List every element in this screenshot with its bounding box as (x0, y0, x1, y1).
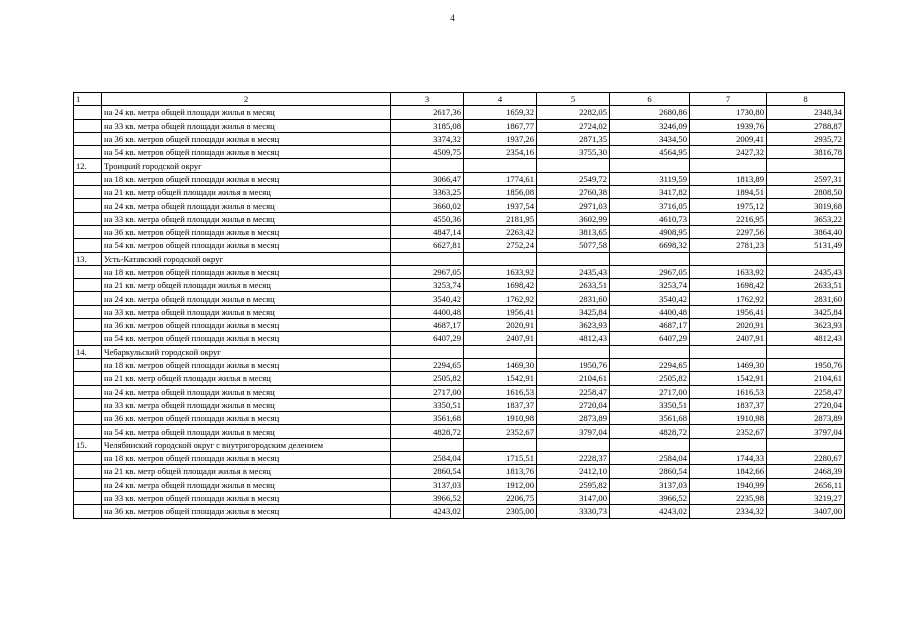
value-cell-col-5: 3755,30 (537, 146, 610, 159)
row-number-cell (74, 385, 102, 398)
value-cell-col-6: 4610,73 (610, 212, 690, 225)
row-label: на 54 кв. метров общей площади жилья в месяц (102, 239, 391, 252)
value-cell-col-5: 2633,51 (537, 279, 610, 292)
value-cell-col-7: 1813,89 (690, 172, 767, 185)
value-cell-col-5: 2871,35 (537, 132, 610, 145)
empty-cell (610, 438, 690, 451)
row-label: на 18 кв. метров общей площади жилья в месяц (102, 358, 391, 371)
value-cell-col-7: 2427,32 (690, 146, 767, 159)
value-cell-col-8: 3425,84 (767, 305, 845, 318)
value-cell-col-6: 3561,68 (610, 412, 690, 425)
value-cell-col-6: 2717,00 (610, 385, 690, 398)
table-row (74, 146, 845, 159)
value-cell-col-5: 2971,03 (537, 199, 610, 212)
value-cell-col-5: 1950,76 (537, 358, 610, 371)
table-row (74, 372, 845, 385)
table-row (74, 319, 845, 332)
value-cell-col-6: 6407,29 (610, 332, 690, 345)
value-cell-col-3: 2294,65 (391, 358, 464, 371)
table-row (74, 172, 845, 185)
value-cell-col-3: 6627,81 (391, 239, 464, 252)
value-cell-col-5: 3797,04 (537, 425, 610, 438)
empty-cell (464, 159, 537, 172)
row-label: на 18 кв. метров общей площади жилья в месяц (102, 452, 391, 465)
value-cell-col-6: 4908,95 (610, 225, 690, 238)
row-label: на 18 кв. метров общей площади жилья в месяц (102, 265, 391, 278)
value-cell-col-3: 4687,17 (391, 319, 464, 332)
value-cell-col-4: 1867,77 (464, 119, 537, 132)
value-cell-col-8: 3219,27 (767, 491, 845, 504)
value-cell-col-3: 3540,42 (391, 292, 464, 305)
value-cell-col-7: 1762,92 (690, 292, 767, 305)
row-label: на 36 кв. метров общей площади жилья в месяц (102, 225, 391, 238)
value-cell-col-4: 2407,91 (464, 332, 537, 345)
value-cell-col-4: 1542,91 (464, 372, 537, 385)
table-row (74, 465, 845, 478)
value-cell-col-7: 2407,91 (690, 332, 767, 345)
value-cell-col-6: 2584,04 (610, 452, 690, 465)
section-title: Челябинский городской округ с внутригородским делением (102, 438, 391, 451)
row-label: на 54 кв. метров общей площади жилья в месяц (102, 146, 391, 159)
value-cell-col-6: 4828,72 (610, 425, 690, 438)
value-cell-col-5: 4812,43 (537, 332, 610, 345)
value-cell-col-4: 2020,91 (464, 319, 537, 332)
table-row (74, 305, 845, 318)
value-cell-col-7: 1842,66 (690, 465, 767, 478)
empty-cell (767, 345, 845, 358)
value-cell-col-4: 2181,95 (464, 212, 537, 225)
row-number-cell (74, 412, 102, 425)
table-row (74, 358, 845, 371)
value-cell-col-7: 1616,53 (690, 385, 767, 398)
value-cell-col-6: 3350,51 (610, 398, 690, 411)
value-cell-col-4: 1937,54 (464, 199, 537, 212)
table-row (74, 385, 845, 398)
row-number-cell (74, 505, 102, 518)
row-number-cell (74, 305, 102, 318)
value-cell-col-3: 3660,02 (391, 199, 464, 212)
value-cell-col-5: 2412,10 (537, 465, 610, 478)
value-cell-col-6: 2967,05 (610, 265, 690, 278)
value-cell-col-7: 1730,80 (690, 106, 767, 119)
value-cell-col-8: 3797,04 (767, 425, 845, 438)
empty-cell (464, 345, 537, 358)
value-cell-col-8: 2435,43 (767, 265, 845, 278)
empty-cell (767, 159, 845, 172)
value-cell-col-4: 2752,24 (464, 239, 537, 252)
value-cell-col-5: 2104,61 (537, 372, 610, 385)
value-cell-col-6: 3417,82 (610, 186, 690, 199)
row-number-cell (74, 491, 102, 504)
value-cell-col-7: 1910,98 (690, 412, 767, 425)
row-label: на 36 кв. метров общей площади жилья в месяц (102, 505, 391, 518)
table-row (74, 332, 845, 345)
row-label: на 24 кв. метра общей площади жилья в месяц (102, 478, 391, 491)
value-cell-col-8: 2633,51 (767, 279, 845, 292)
table-row (74, 265, 845, 278)
row-number-cell (74, 425, 102, 438)
value-cell-col-8: 2808,50 (767, 186, 845, 199)
empty-cell (610, 159, 690, 172)
row-label: на 21 кв. метр общей площади жилья в месяц (102, 279, 391, 292)
value-cell-col-8: 2104,61 (767, 372, 845, 385)
section-title: Чебаркульский городской округ (102, 345, 391, 358)
value-cell-col-6: 4564,95 (610, 146, 690, 159)
value-cell-col-5: 5077,58 (537, 239, 610, 252)
value-cell-col-6: 4687,17 (610, 319, 690, 332)
value-cell-col-4: 1813,76 (464, 465, 537, 478)
row-number-cell (74, 132, 102, 145)
row-number-cell (74, 199, 102, 212)
value-cell-col-7: 1744,33 (690, 452, 767, 465)
empty-cell (610, 345, 690, 358)
empty-cell (537, 159, 610, 172)
column-header-7: 7 (690, 93, 767, 106)
row-number-cell (74, 265, 102, 278)
value-cell-col-5: 2228,37 (537, 452, 610, 465)
section-number: 15. (74, 438, 102, 451)
value-cell-col-5: 2831,60 (537, 292, 610, 305)
value-cell-col-7: 1837,37 (690, 398, 767, 411)
empty-cell (690, 345, 767, 358)
value-cell-col-6: 2294,65 (610, 358, 690, 371)
value-cell-col-6: 6698,32 (610, 239, 690, 252)
row-number-cell (74, 106, 102, 119)
row-label: на 24 кв. метра общей площади жилья в месяц (102, 292, 391, 305)
value-cell-col-8: 3653,22 (767, 212, 845, 225)
value-cell-col-7: 1940,99 (690, 478, 767, 491)
value-cell-col-5: 2724,02 (537, 119, 610, 132)
value-cell-col-4: 1937,26 (464, 132, 537, 145)
row-number-cell (74, 119, 102, 132)
value-cell-col-8: 2468,39 (767, 465, 845, 478)
value-cell-col-3: 3066,47 (391, 172, 464, 185)
value-cell-col-3: 2505,82 (391, 372, 464, 385)
value-cell-col-8: 3816,78 (767, 146, 845, 159)
column-header-2: 2 (102, 93, 391, 106)
value-cell-col-7: 1894,51 (690, 186, 767, 199)
table-row (74, 279, 845, 292)
empty-cell (464, 438, 537, 451)
value-cell-col-7: 1633,92 (690, 265, 767, 278)
table-row (74, 491, 845, 504)
row-label: на 36 кв. метров общей площади жилья в месяц (102, 132, 391, 145)
value-cell-col-7: 2781,23 (690, 239, 767, 252)
value-cell-col-5: 3147,00 (537, 491, 610, 504)
value-cell-col-7: 2216,95 (690, 212, 767, 225)
value-cell-col-8: 3019,68 (767, 199, 845, 212)
value-cell-col-5: 2258,47 (537, 385, 610, 398)
value-cell-col-5: 3813,65 (537, 225, 610, 238)
value-cell-col-5: 2549,72 (537, 172, 610, 185)
value-cell-col-6: 3716,05 (610, 199, 690, 212)
row-number-cell (74, 212, 102, 225)
value-cell-col-8: 4812,43 (767, 332, 845, 345)
value-cell-col-7: 1975,12 (690, 199, 767, 212)
value-cell-col-7: 2009,41 (690, 132, 767, 145)
empty-cell (391, 345, 464, 358)
empty-cell (537, 438, 610, 451)
empty-cell (391, 252, 464, 265)
row-label: на 33 кв. метра общей площади жилья в месяц (102, 119, 391, 132)
empty-cell (690, 159, 767, 172)
table-row (74, 225, 845, 238)
row-number-cell (74, 465, 102, 478)
table-row (74, 106, 845, 119)
value-cell-col-7: 1939,76 (690, 119, 767, 132)
value-cell-col-7: 2297,56 (690, 225, 767, 238)
row-label: на 36 кв. метров общей площади жилья в месяц (102, 319, 391, 332)
row-number-cell (74, 332, 102, 345)
table-header-row (74, 93, 845, 106)
value-cell-col-8: 2873,89 (767, 412, 845, 425)
value-cell-col-8: 2656,11 (767, 478, 845, 491)
value-cell-col-5: 3330,73 (537, 505, 610, 518)
table-body (74, 93, 845, 519)
value-cell-col-5: 2435,43 (537, 265, 610, 278)
value-cell-col-3: 3966,52 (391, 491, 464, 504)
value-cell-col-8: 2831,60 (767, 292, 845, 305)
value-cell-col-4: 1837,37 (464, 398, 537, 411)
empty-cell (537, 345, 610, 358)
row-label: на 21 кв. метр общей площади жилья в месяц (102, 372, 391, 385)
value-cell-col-6: 2860,54 (610, 465, 690, 478)
section-row (74, 438, 845, 451)
value-cell-col-5: 2595,82 (537, 478, 610, 491)
row-label: на 18 кв. метров общей площади жилья в месяц (102, 172, 391, 185)
row-label: на 21 кв. метр общей площади жилья в месяц (102, 465, 391, 478)
value-cell-col-3: 4550,36 (391, 212, 464, 225)
value-cell-col-3: 4243,02 (391, 505, 464, 518)
section-number: 12. (74, 159, 102, 172)
empty-cell (767, 438, 845, 451)
column-header-4: 4 (464, 93, 537, 106)
table-row (74, 412, 845, 425)
row-label: на 21 кв. метр общей площади жилья в месяц (102, 186, 391, 199)
value-cell-col-3: 6407,29 (391, 332, 464, 345)
value-cell-col-8: 2258,47 (767, 385, 845, 398)
value-cell-col-4: 2352,67 (464, 425, 537, 438)
value-cell-col-7: 1469,30 (690, 358, 767, 371)
row-label: на 54 кв. метров общей площади жилья в месяц (102, 332, 391, 345)
value-cell-col-3: 2717,00 (391, 385, 464, 398)
empty-cell (391, 438, 464, 451)
value-cell-col-5: 2720,04 (537, 398, 610, 411)
value-cell-col-4: 1762,92 (464, 292, 537, 305)
value-cell-col-6: 3434,50 (610, 132, 690, 145)
value-cell-col-3: 3350,51 (391, 398, 464, 411)
row-label: на 33 кв. метров общей площади жилья в месяц (102, 491, 391, 504)
value-cell-col-4: 1774,61 (464, 172, 537, 185)
value-cell-col-7: 2020,91 (690, 319, 767, 332)
table-row (74, 239, 845, 252)
value-cell-col-4: 1469,30 (464, 358, 537, 371)
section-row (74, 159, 845, 172)
section-row (74, 345, 845, 358)
row-label: на 24 кв. метра общей площади жилья в месяц (102, 106, 391, 119)
value-cell-col-7: 2352,67 (690, 425, 767, 438)
value-cell-col-6: 3966,52 (610, 491, 690, 504)
value-cell-col-8: 2935,72 (767, 132, 845, 145)
row-number-cell (74, 292, 102, 305)
empty-cell (391, 159, 464, 172)
table-row (74, 132, 845, 145)
row-number-cell (74, 319, 102, 332)
value-cell-col-8: 2280,67 (767, 452, 845, 465)
row-number-cell (74, 186, 102, 199)
table-row (74, 292, 845, 305)
value-cell-col-4: 1910,98 (464, 412, 537, 425)
value-cell-col-6: 3253,74 (610, 279, 690, 292)
value-cell-col-5: 2760,38 (537, 186, 610, 199)
value-cell-col-4: 1698,42 (464, 279, 537, 292)
value-cell-col-7: 2235,98 (690, 491, 767, 504)
row-label: на 54 кв. метра общей площади жилья в месяц (102, 425, 391, 438)
value-cell-col-8: 2597,31 (767, 172, 845, 185)
row-number-cell (74, 279, 102, 292)
row-label: на 33 кв. метра общей площади жилья в месяц (102, 212, 391, 225)
value-cell-col-5: 3623,93 (537, 319, 610, 332)
value-cell-col-6: 4243,02 (610, 505, 690, 518)
value-cell-col-3: 3185,08 (391, 119, 464, 132)
value-cell-col-8: 5131,49 (767, 239, 845, 252)
value-cell-col-8: 3623,93 (767, 319, 845, 332)
value-cell-col-4: 1912,00 (464, 478, 537, 491)
column-header-8: 8 (767, 93, 845, 106)
row-number-cell (74, 225, 102, 238)
value-cell-col-6: 2680,86 (610, 106, 690, 119)
value-cell-col-4: 2305,00 (464, 505, 537, 518)
empty-cell (610, 252, 690, 265)
housing-cost-table (73, 92, 845, 519)
value-cell-col-3: 2617,36 (391, 106, 464, 119)
value-cell-col-4: 1715,51 (464, 452, 537, 465)
value-cell-col-4: 2354,16 (464, 146, 537, 159)
value-cell-col-3: 4400,48 (391, 305, 464, 318)
table-row (74, 425, 845, 438)
section-number: 14. (74, 345, 102, 358)
value-cell-col-7: 1956,41 (690, 305, 767, 318)
value-cell-col-3: 2860,54 (391, 465, 464, 478)
value-cell-col-8: 1950,76 (767, 358, 845, 371)
row-label: на 24 кв. метра общей площади жилья в месяц (102, 385, 391, 398)
table-row (74, 505, 845, 518)
value-cell-col-4: 2263,42 (464, 225, 537, 238)
table-row (74, 119, 845, 132)
row-number-cell (74, 398, 102, 411)
value-cell-col-5: 3602,99 (537, 212, 610, 225)
value-cell-col-3: 3137,03 (391, 478, 464, 491)
row-number-cell (74, 358, 102, 371)
table-row (74, 186, 845, 199)
column-header-5: 5 (537, 93, 610, 106)
value-cell-col-3: 4828,72 (391, 425, 464, 438)
row-label: на 36 кв. метров общей площади жилья в месяц (102, 412, 391, 425)
value-cell-col-8: 3407,00 (767, 505, 845, 518)
value-cell-col-8: 3864,40 (767, 225, 845, 238)
value-cell-col-4: 1956,41 (464, 305, 537, 318)
row-number-cell (74, 146, 102, 159)
value-cell-col-7: 1698,42 (690, 279, 767, 292)
row-number-cell (74, 452, 102, 465)
value-cell-col-4: 1856,08 (464, 186, 537, 199)
empty-cell (690, 252, 767, 265)
column-header-1: 1 (74, 93, 102, 106)
value-cell-col-3: 2967,05 (391, 265, 464, 278)
page-number: 4 (450, 13, 455, 23)
value-cell-col-6: 4400,48 (610, 305, 690, 318)
value-cell-col-4: 1659,32 (464, 106, 537, 119)
value-cell-col-3: 4847,14 (391, 225, 464, 238)
table-row (74, 199, 845, 212)
value-cell-col-3: 3374,32 (391, 132, 464, 145)
value-cell-col-4: 2206,75 (464, 491, 537, 504)
empty-cell (464, 252, 537, 265)
value-cell-col-3: 3561,68 (391, 412, 464, 425)
value-cell-col-5: 2282,05 (537, 106, 610, 119)
section-row (74, 252, 845, 265)
section-number: 13. (74, 252, 102, 265)
row-label: на 33 кв. метра общей площади жилья в месяц (102, 305, 391, 318)
table-row (74, 212, 845, 225)
value-cell-col-7: 1542,91 (690, 372, 767, 385)
table-row (74, 398, 845, 411)
section-title: Троицкий городской округ (102, 159, 391, 172)
row-label: на 24 кв. метра общей площади жилья в месяц (102, 199, 391, 212)
value-cell-col-4: 1633,92 (464, 265, 537, 278)
value-cell-col-5: 3425,84 (537, 305, 610, 318)
empty-cell (767, 252, 845, 265)
empty-cell (537, 252, 610, 265)
value-cell-col-3: 2584,04 (391, 452, 464, 465)
row-number-cell (74, 372, 102, 385)
value-cell-col-6: 2505,82 (610, 372, 690, 385)
value-cell-col-3: 3363,25 (391, 186, 464, 199)
table-row (74, 452, 845, 465)
value-cell-col-3: 3253,74 (391, 279, 464, 292)
empty-cell (690, 438, 767, 451)
value-cell-col-3: 4509,75 (391, 146, 464, 159)
value-cell-col-8: 2788,87 (767, 119, 845, 132)
row-number-cell (74, 172, 102, 185)
row-number-cell (74, 239, 102, 252)
value-cell-col-6: 3540,42 (610, 292, 690, 305)
value-cell-col-6: 3137,03 (610, 478, 690, 491)
table-row (74, 478, 845, 491)
column-header-3: 3 (391, 93, 464, 106)
row-number-cell (74, 478, 102, 491)
value-cell-col-6: 3119,59 (610, 172, 690, 185)
value-cell-col-8: 2720,04 (767, 398, 845, 411)
value-cell-col-5: 2873,89 (537, 412, 610, 425)
value-cell-col-6: 3246,09 (610, 119, 690, 132)
value-cell-col-4: 1616,53 (464, 385, 537, 398)
value-cell-col-7: 2334,32 (690, 505, 767, 518)
value-cell-col-8: 2348,34 (767, 106, 845, 119)
section-title: Усть-Катавский городской округ (102, 252, 391, 265)
row-label: на 33 кв. метра общей площади жилья в месяц (102, 398, 391, 411)
column-header-6: 6 (610, 93, 690, 106)
